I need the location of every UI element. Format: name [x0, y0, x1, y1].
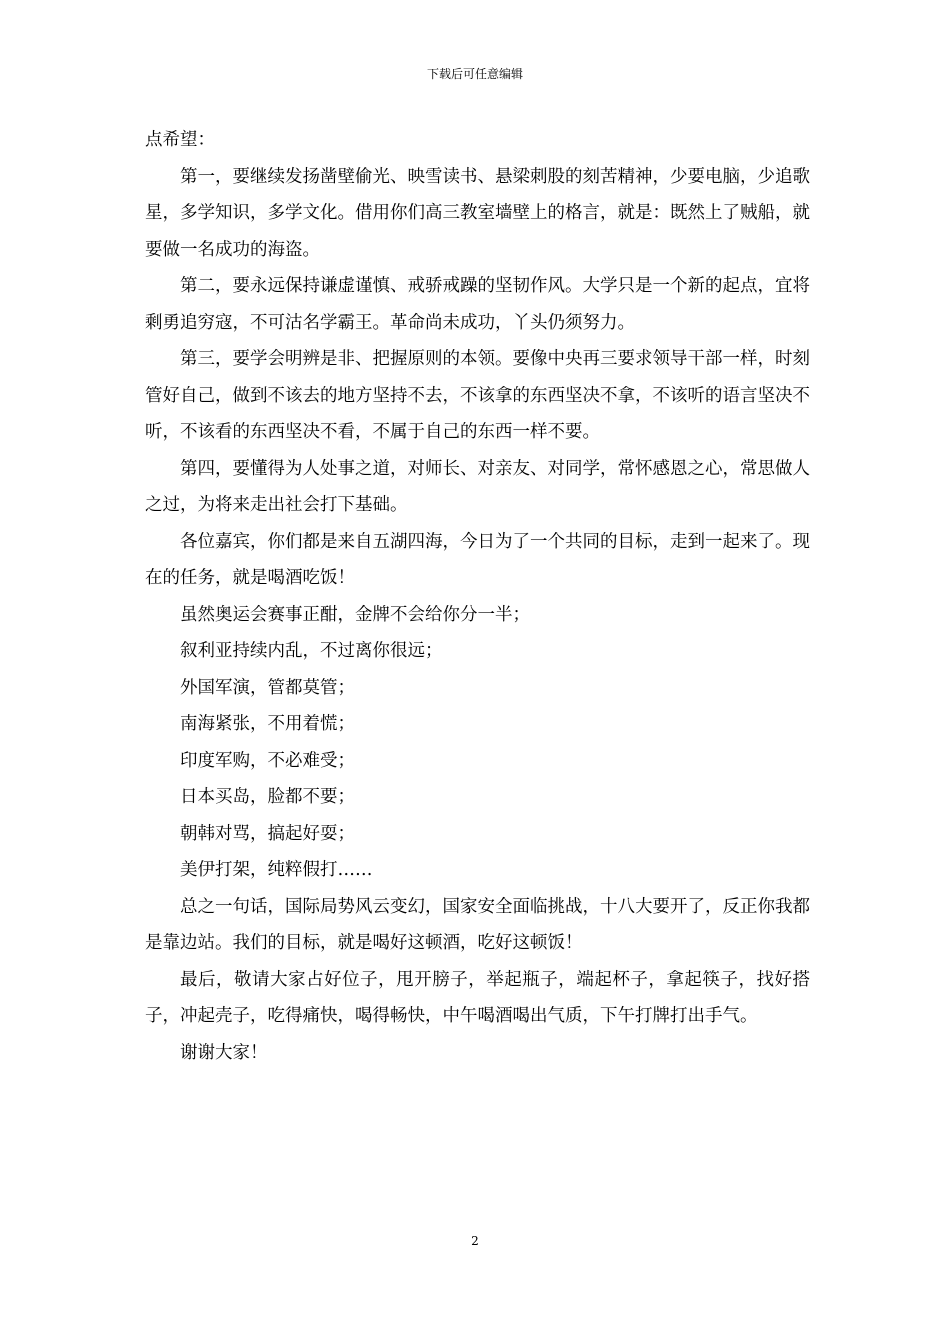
paragraph: 美伊打架，纯粹假打…… — [180, 860, 373, 880]
paragraph: 总之一句话，国际局势风云变幻，国家安全面临挑战，十八大要开了，反正你我都是靠边站。我们的目标，就是喝好这顿酒，吃好这顿饭！ — [145, 896, 810, 953]
paragraph: 各位嘉宾，你们都是来自五湖四海，今日为了一个共同的目标，走到一起来了。现在的任务，就是喝酒吃饭！ — [145, 531, 810, 588]
paragraph: 印度军购，不必难受； — [180, 750, 355, 771]
paragraph: 谢谢大家！ — [180, 1042, 268, 1063]
paragraph: 外国军演，管都莫管； — [180, 677, 355, 698]
paragraph: 第三，要学会明辨是非、把握原则的本领。要像中央再三要求领导干部一样，时刻管好自己，做到不该去的地方坚持不去，不该拿的东西坚决不拿，不该听的语言坚决不听，不该看的东西坚决不看，不属于自己的东西一样不要。 — [145, 349, 810, 442]
paragraph: 点希望： — [145, 130, 215, 150]
paragraph: 虽然奥运会赛事正酣，金牌不会给你分一半； — [180, 604, 530, 625]
page-header: 下载后可任意编辑 — [426, 67, 523, 81]
paragraph: 最后，敬请大家占好位子，甩开膀子，举起瓶子，端起杯子，拿起筷子，找好搭子，冲起壳子，吃得痛快，喝得畅快，中午喝酒喝出气质，下午打牌打出手气。 — [145, 969, 810, 1026]
paragraph: 南海紧张，不用着慌； — [180, 714, 355, 734]
page-number: 2 — [471, 1234, 479, 1248]
paragraph: 日本买岛，脸都不要； — [180, 787, 355, 807]
paragraph: 第四，要懂得为人处事之道，对师长、对亲友、对同学，常怀感恩之心，常思做人之过，为将来走出社会打下基础。 — [145, 458, 810, 515]
paragraph: 朝韩对骂，搞起好耍； — [180, 823, 355, 844]
paragraph: 第二，要永远保持谦虚谨慎、戒骄戒躁的坚韧作风。大学只是一个新的起点，宜将剩勇追穷寇，不可沽名学霸王。革命尚未成功，丫头仍须努力。 — [145, 276, 810, 333]
document-body — [145, 122, 810, 1071]
paragraph: 第一，要继续发扬凿壁偷光、映雪读书、悬梁刺股的刻苦精神，少要电脑，少追歌星，多学知识，多学文化。借用你们高三教室墙壁上的格言，就是：既然上了贼船，就要做一名成功的海盗。 — [145, 166, 810, 260]
paragraph: 叙利亚持续内乱，不过离你很远； — [180, 641, 443, 661]
